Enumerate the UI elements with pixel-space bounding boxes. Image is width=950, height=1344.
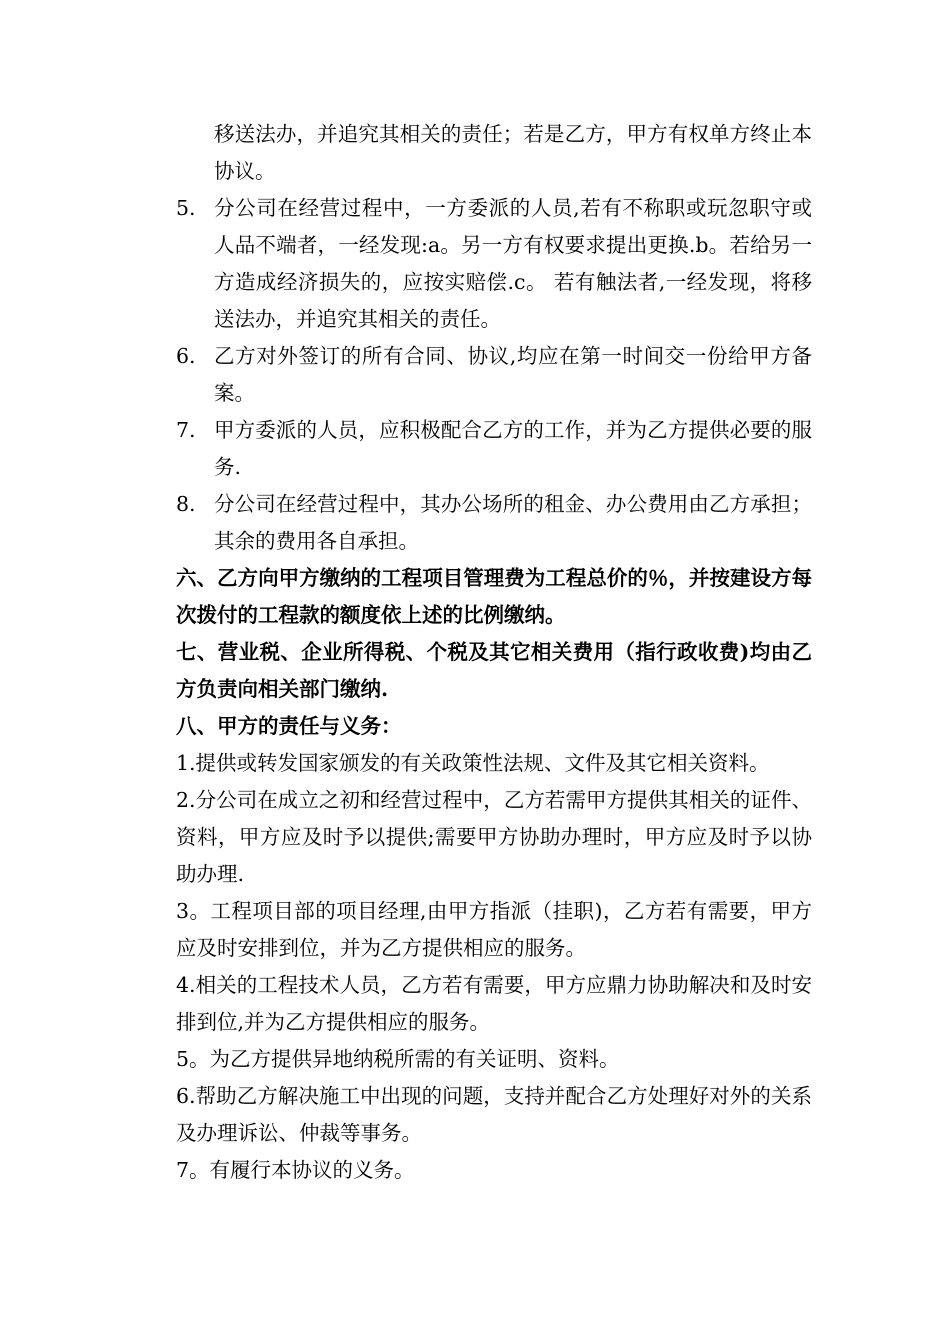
list-item-text: 分公司在经营过程中，其办公场所的租金、办公费用由乙方承担；其余的费用各自承担。 bbox=[214, 492, 812, 553]
duty-item-6: 6.帮助乙方解决施工中出现的问题，支持并配合乙方处理好对外的关系及办理诉讼、仲裁等事务。 bbox=[176, 1084, 812, 1145]
list-item-number: 7. bbox=[176, 418, 196, 442]
duty-item-5: 5。为乙方提供异地纳税所需的有关证明、资料。 bbox=[176, 1047, 620, 1071]
list-item-number: 5. bbox=[176, 196, 196, 220]
section-8-heading: 八、甲方的责任与义务： bbox=[176, 714, 402, 738]
duty-item-4: 4.相关的工程技术人员，乙方若有需要，甲方应鼎力协助解决和及时安排到位,并为乙方提供相应的服务。 bbox=[176, 973, 812, 1034]
list-item-number: 8. bbox=[176, 492, 196, 516]
duty-item-3: 3。工程项目部的项目经理,由甲方指派（挂职)，乙方若有需要，甲方应及时安排到位，并为乙方提供相应的服务。 bbox=[176, 899, 812, 960]
list-item-text: 甲方委派的人员，应积极配合乙方的工作，并为乙方提供必要的服务. bbox=[214, 418, 812, 479]
section-6-heading: 六、乙方向甲方缴纳的工程项目管理费为工程总价的％，并按建设方每次拨付的工程款的额度依上述的比例缴纳。 bbox=[176, 566, 812, 627]
list-item-8 bbox=[176, 486, 812, 560]
section-7-heading: 七、营业税、企业所得税、个税及其它相关费用（指行政收费)均由乙方负责向相关部门缴纳. bbox=[176, 640, 812, 701]
document-page bbox=[176, 116, 812, 1189]
duty-item-7: 7。有履行本协议的义务。 bbox=[176, 1158, 415, 1182]
continuation-paragraph: 移送法办，并追究其相关的责任；若是乙方，甲方有权单方终止本协议。 bbox=[214, 122, 812, 183]
list-item-text: 分公司在经营过程中，一方委派的人员,若有不称职或玩忽职守或人品不端者，一经发现:a。另一方有权要求提出更换.b。若给另一方造成经济损失的，应按实赔偿.c。 若有触法者,一经发现，将移送法办，并追究其相关的责任。 bbox=[214, 196, 812, 331]
list-item-5 bbox=[176, 190, 812, 338]
list-item-text: 乙方对外签订的所有合同、协议,均应在第一时间交一份给甲方备案。 bbox=[214, 344, 812, 405]
duty-item-2: 2.分公司在成立之初和经营过程中，乙方若需甲方提供其相关的证件、资料，甲方应及时予以提供;需要甲方协助办理时，甲方应及时予以协助办理. bbox=[176, 788, 812, 886]
list-item-number: 6. bbox=[176, 344, 196, 368]
duty-item-1: 1.提供或转发国家颁发的有关政策性法规、文件及其它相关资料。 bbox=[176, 751, 770, 775]
list-item-7 bbox=[176, 412, 812, 486]
list-item-6 bbox=[176, 338, 812, 412]
